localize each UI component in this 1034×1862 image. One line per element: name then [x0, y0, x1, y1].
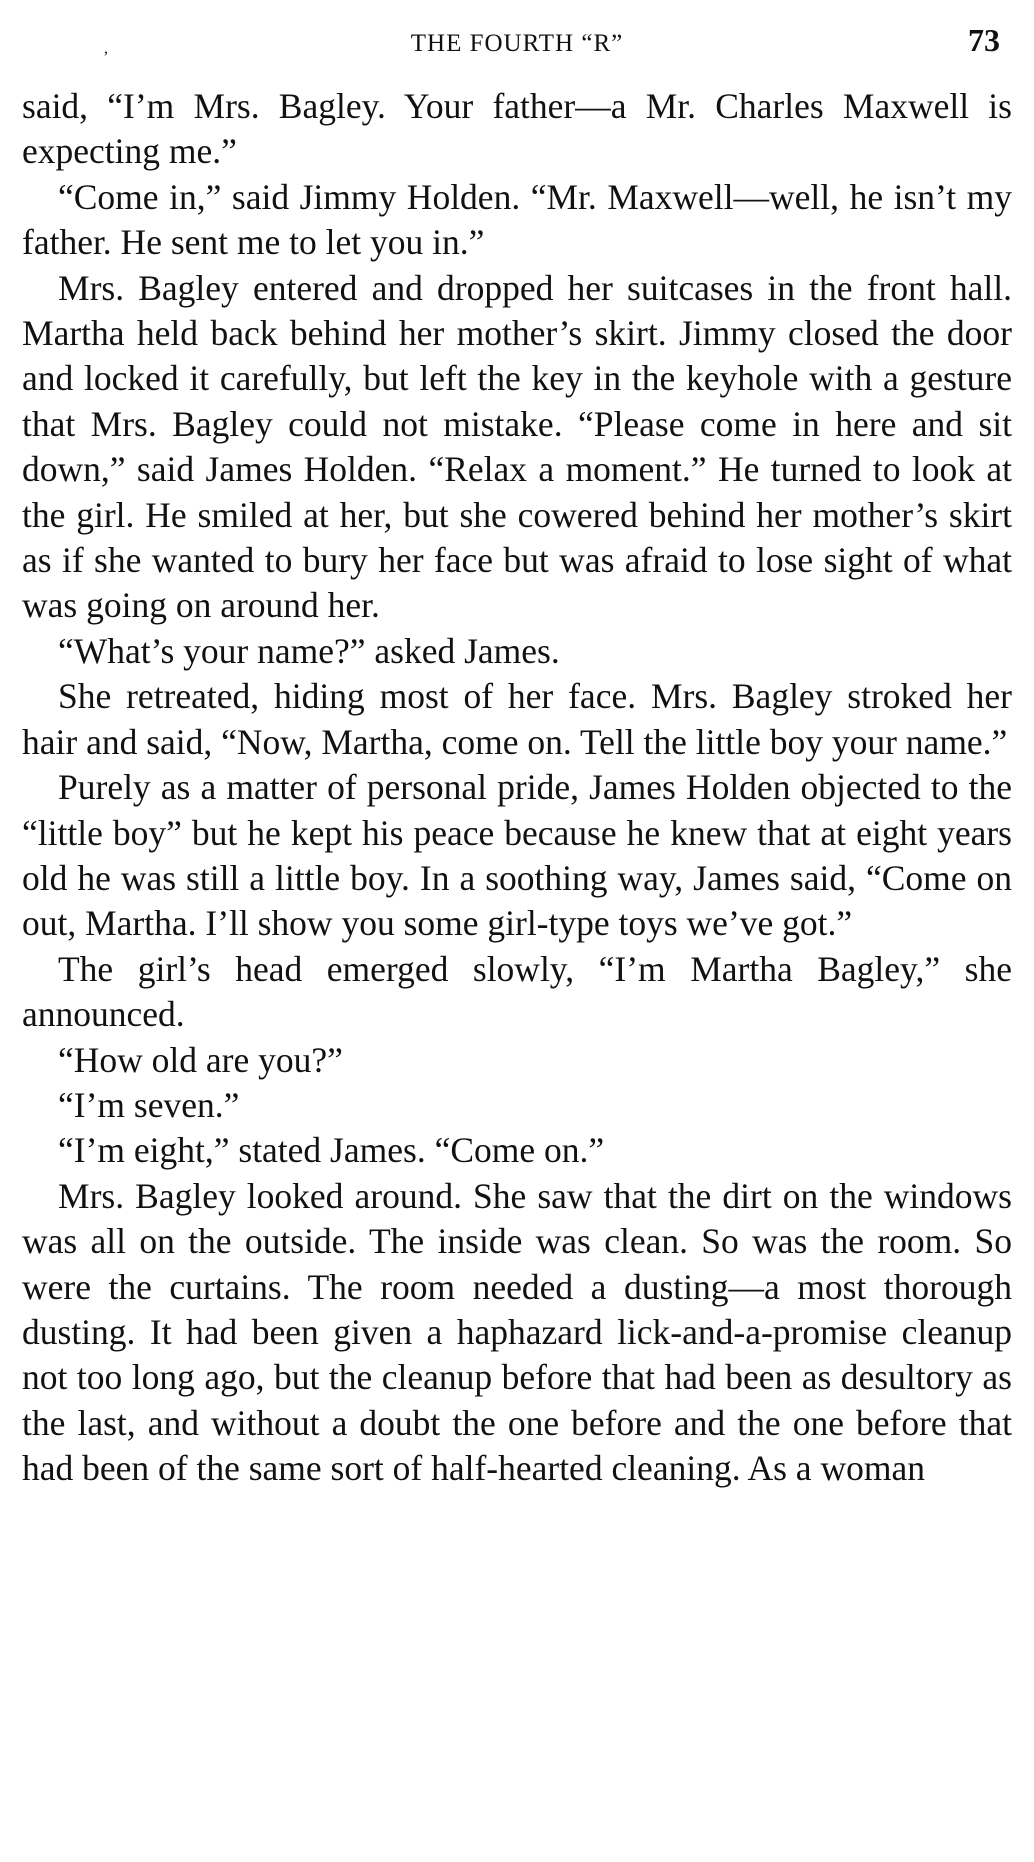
running-head-title: THE FOURTH “R”: [410, 30, 624, 57]
paragraph: Mrs. Bagley entered and dropped her suitcases in the front hall. Martha held back behind her mother’s skirt. Jimmy closed the door and locked it carefully, but left the key in the keyhole with a gesture that Mrs. Bagley could not mistake. “Please come in here and sit down,” said James Holden. “Relax a moment.” He turned to look at the girl. He smiled at her, but she cowered behind her mother’s skirt as if she wanted to bury her face but was afraid to lose sight of what was going on around her.: [22, 267, 1012, 626]
paragraph: Purely as a matter of personal pride, James Holden objected to the “little boy” but he kept his peace because he knew that at eight years old he was still a little boy. In a soothing way, James said, “Come on out, Martha. I’ll show you some girl-type toys we’ve got.”: [22, 767, 1012, 944]
paragraph: “Come in,” said Jimmy Holden. “Mr. Maxwell—well, he isn’t my father. He sent me to let you in.”: [22, 176, 1012, 263]
paragraph: “I’m eight,” stated James. “Come on.”: [58, 1130, 605, 1171]
running-head: [0, 22, 1034, 62]
body-text: [22, 84, 1012, 1492]
paragraph: “How old are you?”: [58, 1039, 343, 1080]
paragraph: The girl’s head emerged slowly, “I’m Martha Bagley,” she announced.: [22, 948, 1012, 1035]
paragraph: “I’m seven.”: [58, 1084, 240, 1125]
paragraph: said, “I’m Mrs. Bagley. Your father—a Mr. Charles Maxwell is expecting me.”: [22, 86, 1012, 172]
paragraph: She retreated, hiding most of her face. Mrs. Bagley stroked her hair and said, “Now, Martha, come on. Tell the little boy your name.”: [22, 676, 1012, 762]
paragraph: Mrs. Bagley looked around. She saw that the dirt on the windows was all on the outside. The inside was clean. So was the room. So were the curtains. The room needed a dusting—a most thorough dusting. It had been given a haphazard lick-and-a-promise cleanup not too long ago, but the cleanup before that had been as desultory as the last, and without a doubt the one before and the one before that had been of the same sort of half-hearted cleaning. As a woman: [22, 1175, 1012, 1489]
paragraph: “What’s your name?” asked James.: [58, 630, 560, 671]
page-number: 73: [968, 22, 1000, 58]
stray-mark: ,: [104, 40, 108, 57]
